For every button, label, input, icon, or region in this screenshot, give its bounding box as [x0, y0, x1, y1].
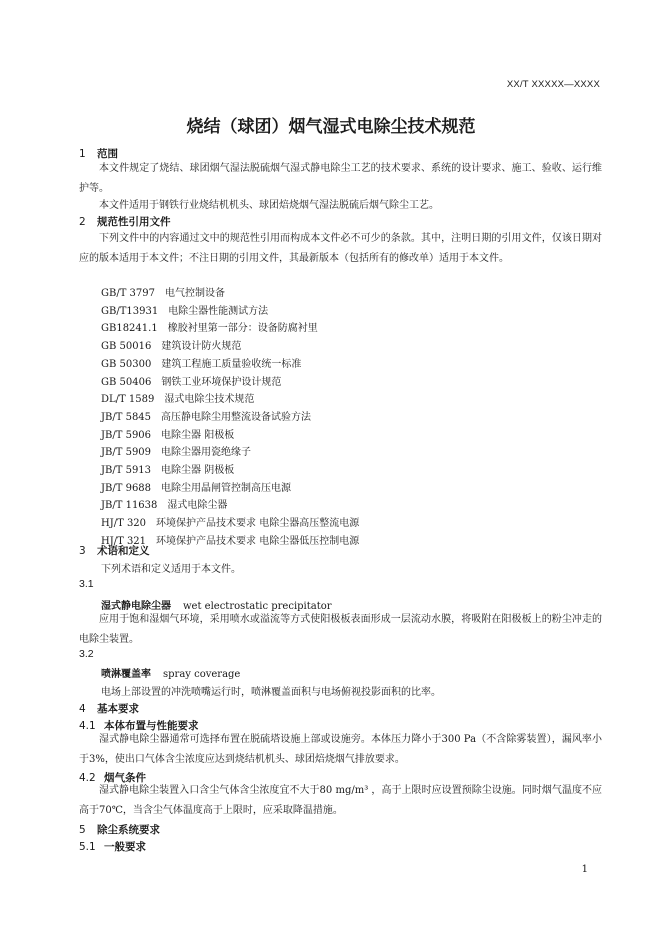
section-2-paragraph-1: 下列文件中的内容通过文中的规范性引用而构成本文件必不可少的条款。其中，注明日期的引用文件，仅该日期对应的版本适用于本文件；不注日期的引用文件，其最新版本（包括所有的修改单）适用于本文件。 [79, 233, 602, 264]
reference-code: JB/T 11638 [101, 500, 158, 512]
reference-title: 电除尘器性能测试方法 [168, 305, 269, 317]
section-5-1-heading: 5.1 一般要求 [79, 841, 146, 853]
reference-code: GB 50406 [101, 376, 152, 388]
reference-code: GB 50300 [101, 358, 152, 370]
reference-item [101, 408, 311, 423]
reference-item [101, 390, 254, 405]
section-3-heading: 3 术语和定义 [79, 545, 150, 557]
section-4-2-heading: 4.2 烟气条件 [79, 772, 146, 784]
reference-title: 建筑工程施工质量验收统一标准 [161, 358, 302, 370]
reference-title: 橡胶衬里第一部分：设备防腐衬里 [167, 323, 318, 335]
reference-code: HJ/T 321 [101, 535, 147, 547]
section-5-heading: 5 除尘系统要求 [79, 824, 160, 836]
reference-title: 环境保护产品技术要求 电除尘器高压整流电源 [156, 518, 360, 530]
reference-item [101, 443, 251, 458]
reference-title: 高压静电除尘用整流设备试验方法 [161, 411, 312, 423]
term-3-1-definition: 应用于饱和湿烟气环境，采用喷水或溢流等方式使阳极板表面形成一层流动水膜，将吸附在阳极板上的粉尘冲走的电除尘装置。 [79, 614, 602, 645]
reference-item [101, 426, 234, 441]
reference-code: HJ/T 320 [101, 518, 147, 530]
reference-code: JB/T 9688 [101, 482, 152, 494]
reference-item [101, 514, 359, 529]
section-4-1-heading: 4.1 本体布置与性能要求 [79, 720, 199, 732]
reference-title: 电除尘器 阳极板 [161, 429, 235, 441]
reference-code: JB/T 5845 [101, 411, 152, 423]
reference-title: 电除尘用晶闸管控制高压电源 [161, 482, 292, 494]
reference-title: 湿式电除尘器 [167, 500, 228, 512]
page-number: 1 [581, 864, 588, 875]
section-4-2-paragraph: 湿式静电除尘装置入口含尘气体含尘浓度宜不大于80 mg/m³ ，高于上限时应设置预除尘设施。同时烟气温度不应高于70℃，当含尘气体温度高于上限时，应采取降温措施。 [79, 785, 602, 816]
reference-title: 电除尘器 阴极板 [161, 465, 235, 476]
document-title: 烧结（球团）烟气湿式电除尘技术规范 [186, 117, 476, 137]
reference-code: JB/T 5906 [101, 429, 152, 441]
section-4-1-paragraph: 湿式静电除尘器通常可选择布置在脱硫塔设施上部或设施旁。本体压力降小于300 Pa（不含除雾装置），漏风率小于3%，使出口气体含尘浓度应达到烧结机机头、球团焙烧烟气排放要求。 [79, 734, 602, 765]
section-1-paragraph-2: 本文件适用于钢铁行业烧结机机头、球团焙烧烟气湿法脱硫后烟气除尘工艺。 [99, 200, 439, 211]
reference-title: 电除尘器用瓷绝缘子 [161, 447, 252, 459]
reference-code: JB/T 5913 [101, 465, 152, 476]
reference-title: 湿式电除尘技术规范 [164, 394, 255, 406]
section-1-paragraph-1: 本文件规定了烧结、球团烟气湿法脱硫烟气湿式静电除尘工艺的技术要求、系统的设计要求、施工、验收、运行维护等。 [79, 163, 602, 194]
document-code: XX/T XXXXX—XXXX [506, 79, 600, 90]
reference-title: 电气控制设备 [165, 288, 226, 299]
term-3-1-number: 3.1 [79, 578, 94, 590]
reference-item [101, 319, 318, 334]
term-3-2-title: 喷淋覆盖率 spray coverage [101, 669, 241, 680]
reference-code: DL/T 1589 [101, 394, 155, 406]
reference-item [101, 302, 268, 317]
reference-code: JB/T 5909 [101, 447, 152, 459]
section-3-paragraph-1: 下列术语和定义适用于本文件。 [101, 564, 241, 575]
reference-item [101, 284, 225, 299]
reference-code: GB/T13931 [101, 305, 159, 317]
reference-item [101, 479, 291, 494]
reference-item [101, 461, 234, 476]
reference-item [101, 373, 281, 388]
term-3-2-definition: 电场上部设置的冲洗喷嘴运行时，喷淋覆盖面积与电场俯视投影面积的比率。 [101, 687, 441, 698]
reference-item [101, 355, 301, 370]
section-4-heading: 4 基本要求 [79, 703, 139, 715]
section-1-heading: 1 范围 [79, 148, 118, 160]
reference-item [101, 496, 227, 511]
term-3-1-title: 湿式静电除尘器 wet electrostatic precipitator [101, 601, 332, 612]
reference-code: GB/T 3797 [101, 288, 156, 299]
reference-title: 建筑设计防火规范 [161, 341, 242, 353]
term-3-2-number: 3.2 [79, 648, 94, 660]
reference-title: 钢铁工业环境保护设计规范 [161, 376, 282, 388]
reference-code: GB 50016 [101, 341, 152, 353]
reference-item [101, 337, 241, 352]
reference-title: 环境保护产品技术要求 电除尘器低压控制电源 [156, 535, 360, 547]
reference-code: GB18241.1 [101, 323, 158, 335]
section-2-heading: 2 规范性引用文件 [79, 216, 171, 228]
